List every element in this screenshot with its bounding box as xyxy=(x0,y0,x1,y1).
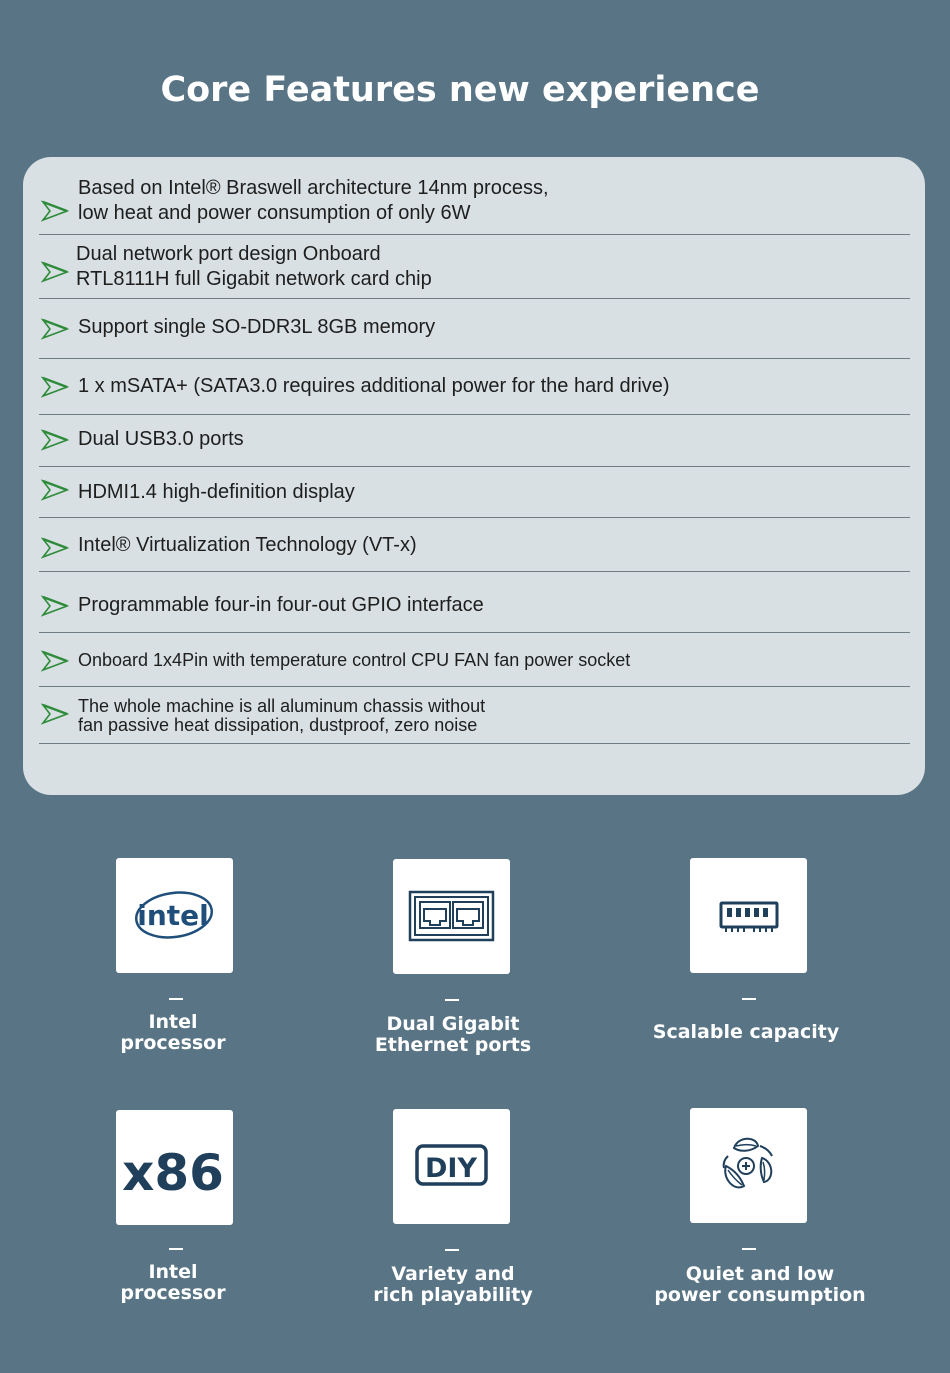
feature-row xyxy=(39,299,910,359)
divider-dash xyxy=(742,998,756,1000)
arrow-icon xyxy=(41,198,69,222)
divider-dash xyxy=(169,1248,183,1250)
caption-ethernet: Dual Gigabit Ethernet ports xyxy=(374,1013,532,1056)
divider-dash xyxy=(445,1249,459,1251)
x86-card xyxy=(116,1110,233,1225)
intel-logo-text: intel xyxy=(137,899,209,932)
feature-text: Dual network port design Onboard xyxy=(76,243,381,265)
x86-icon xyxy=(116,1110,233,1225)
memory-card xyxy=(690,858,807,973)
feature-text: fan passive heat dissipation, dustproof, zero noise xyxy=(78,715,478,735)
divider-dash xyxy=(742,1248,756,1250)
diy-logo-text: DIY xyxy=(424,1153,478,1184)
arrow-icon xyxy=(41,701,69,725)
feature-row xyxy=(39,687,910,744)
page-title: Core Features new experience xyxy=(160,70,760,110)
eco-leaves-icon xyxy=(690,1108,807,1223)
arrow-icon xyxy=(41,477,69,501)
feature-row xyxy=(39,359,910,415)
feature-row xyxy=(39,170,910,235)
ethernet-card xyxy=(393,859,510,974)
feature-row xyxy=(39,518,910,572)
feature-text: low heat and power consumption of only 6W xyxy=(78,202,471,224)
arrow-icon xyxy=(41,316,69,340)
intel-card xyxy=(116,858,233,973)
feature-text: 1 x mSATA+ (SATA3.0 requires additional power for the hard drive) xyxy=(78,375,670,397)
feature-text: Dual USB3.0 ports xyxy=(78,428,244,450)
arrow-icon xyxy=(41,535,69,559)
feature-text: Programmable four-in four-out GPIO interface xyxy=(78,594,484,616)
caption-diy: Variety and rich playability xyxy=(373,1263,533,1306)
intel-logo-icon xyxy=(116,858,233,973)
feature-row xyxy=(39,235,910,299)
ethernet-ports-icon xyxy=(393,859,510,974)
feature-text: Support single SO-DDR3L 8GB memory xyxy=(78,316,436,338)
x86-logo-text: x86 xyxy=(122,1144,224,1202)
arrow-icon xyxy=(41,648,69,672)
divider-dash xyxy=(445,999,459,1001)
feature-row xyxy=(39,633,910,687)
arrow-icon xyxy=(41,593,69,617)
diy-card xyxy=(393,1109,510,1224)
features-panel xyxy=(23,157,925,795)
caption-eco: Quiet and low power consumption xyxy=(654,1263,866,1306)
feature-text: Onboard 1x4Pin with temperature control CPU FAN fan power socket xyxy=(78,650,631,670)
caption-intel: Intel processor xyxy=(120,1011,226,1054)
feature-row xyxy=(39,415,910,467)
arrow-icon xyxy=(41,259,69,283)
feature-text: Intel® Virtualization Technology (VT-x) xyxy=(78,534,417,556)
arrow-icon xyxy=(41,427,69,451)
feature-text: HDMI1.4 high-definition display xyxy=(78,481,355,503)
feature-text: Based on Intel® Braswell architecture 14nm process, xyxy=(78,177,549,199)
eco-card xyxy=(690,1108,807,1223)
memory-module-icon xyxy=(690,858,807,973)
feature-row xyxy=(39,572,910,633)
feature-text: The whole machine is all aluminum chassis without xyxy=(78,696,486,716)
diy-icon xyxy=(393,1109,510,1224)
arrow-icon xyxy=(41,374,69,398)
feature-text: RTL8111H full Gigabit network card chip xyxy=(76,268,432,290)
divider-dash xyxy=(169,998,183,1000)
caption-x86: Intel processor xyxy=(120,1261,226,1304)
feature-row xyxy=(39,467,910,518)
caption-capacity: Scalable capacity xyxy=(652,1021,840,1043)
